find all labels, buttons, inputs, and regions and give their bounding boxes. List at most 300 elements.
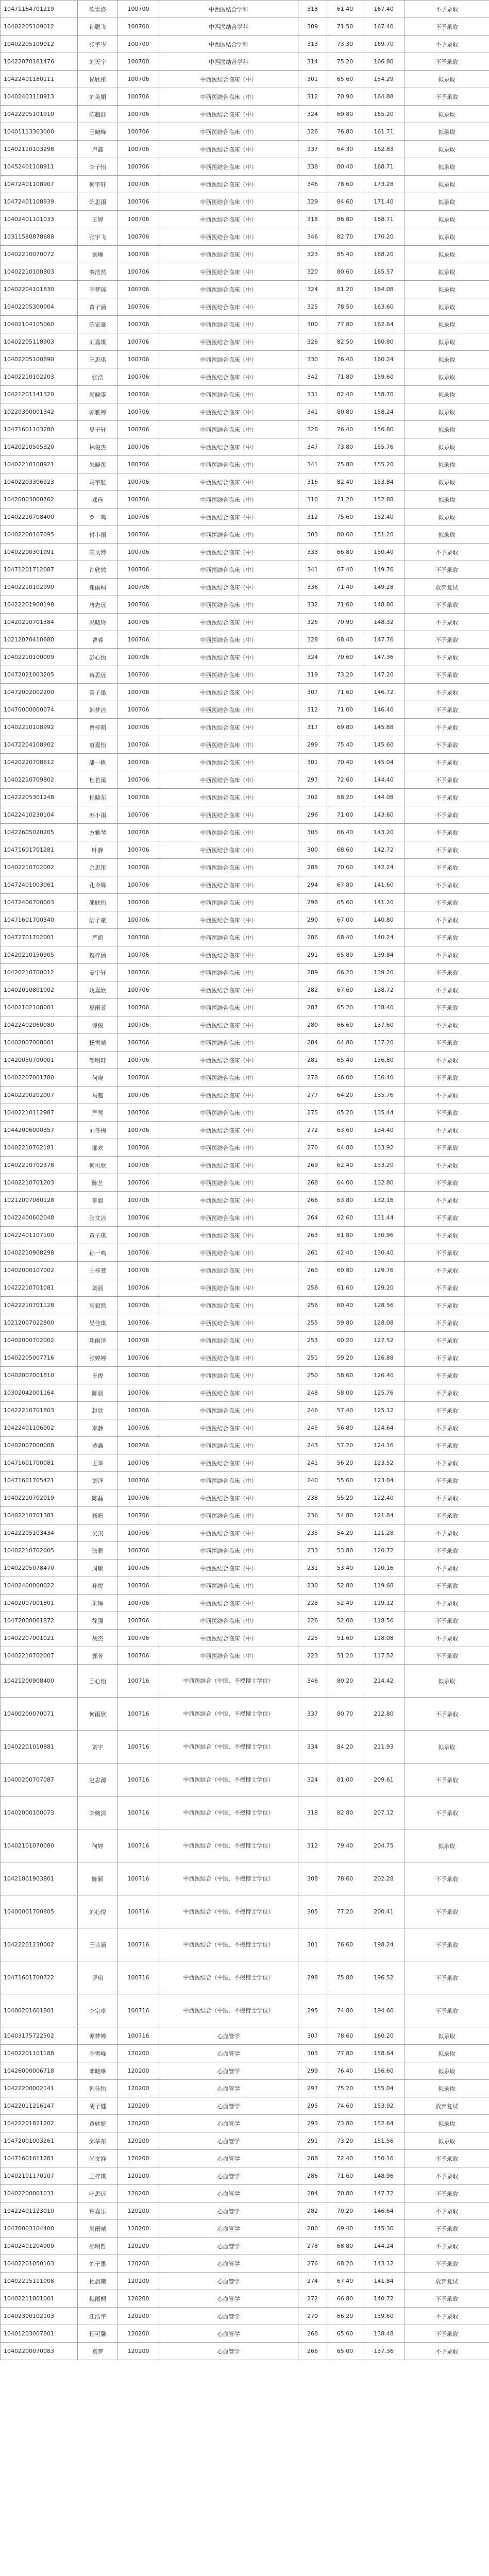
total-score: 124.16: [363, 1437, 404, 1454]
candidate-id: 10420220708612: [1, 754, 78, 771]
major-code: 100706: [118, 1630, 159, 1647]
major-name: 中西医结合临床（中）: [159, 1122, 298, 1139]
table-body-part-2: [1, 1665, 489, 2027]
major-code: 120200: [118, 2185, 159, 2202]
major-code: 100706: [118, 1314, 159, 1332]
interview-score: 68.20: [327, 789, 363, 806]
admission-status: 不予录取: [404, 18, 489, 36]
major-name: 中西医结合学科: [159, 36, 298, 53]
major-name: 中西医结合临床（中）: [159, 1367, 298, 1384]
major-code: 100706: [118, 684, 159, 701]
table-row: [1, 1297, 489, 1314]
major-code: 100716: [118, 1797, 159, 1829]
admission-status: 不予录取: [404, 1402, 489, 1419]
major-name: 中西医结合临床（中）: [159, 824, 298, 841]
major-code: 100706: [118, 1560, 159, 1577]
candidate-id: 10402200070083: [1, 2343, 78, 2360]
table-row: [1, 999, 489, 1016]
interview-score: 78.60: [327, 1862, 363, 1895]
total-score: 145.88: [363, 719, 404, 736]
candidate-id: 10422210701128: [1, 1297, 78, 1314]
candidate-name: 曾子墨: [78, 684, 118, 701]
major-name: 中西医结合临床（中）: [159, 88, 298, 106]
major-code: 100706: [118, 1087, 159, 1104]
total-score: 136.40: [363, 1069, 404, 1087]
major-code: 100716: [118, 1961, 159, 1994]
candidate-name: 周晓雯: [78, 386, 118, 403]
total-score: 125.12: [363, 1402, 404, 1419]
total-score: 148.32: [363, 614, 404, 631]
table-row: [1, 368, 489, 386]
exam-score: 277: [298, 1087, 327, 1104]
table-row: [1, 614, 489, 631]
table-row: [1, 929, 489, 946]
candidate-name: 王华: [78, 1454, 118, 1472]
interview-score: 69.80: [327, 719, 363, 736]
major-code: 100706: [118, 1384, 159, 1402]
exam-score: 233: [298, 1542, 327, 1560]
candidate-id: 10402203306923: [1, 473, 78, 491]
total-score: 137.20: [363, 1034, 404, 1052]
major-code: 100706: [118, 631, 159, 649]
table-row: [1, 193, 489, 211]
table-row: [1, 71, 489, 88]
total-score: 194.60: [363, 1994, 404, 2027]
interview-score: 62.40: [327, 1244, 363, 1262]
major-name: 中西医结合临床（中）: [159, 1209, 298, 1227]
interview-score: 53.80: [327, 1542, 363, 1560]
exam-score: 241: [298, 1454, 327, 1472]
major-name: 中西医结合临床（中）: [159, 1174, 298, 1192]
total-score: 118.56: [363, 1612, 404, 1630]
major-name: 中西医结合临床（中）: [159, 1577, 298, 1595]
total-score: 156.80: [363, 421, 404, 438]
interview-score: 70.60: [327, 649, 363, 666]
candidate-name: 袁嘉怡: [78, 736, 118, 754]
candidate-name: 张宇飞: [78, 228, 118, 246]
total-score: 120.16: [363, 1560, 404, 1577]
major-code: 100706: [118, 946, 159, 964]
major-name: 心血管学: [159, 2308, 298, 2325]
major-name: 中西医结合临床（中）: [159, 999, 298, 1016]
admission-status: 拟录取: [404, 351, 489, 368]
major-name: 中西医结合临床（中）: [159, 1437, 298, 1454]
table-row: [1, 2150, 489, 2167]
exam-score: 333: [298, 544, 327, 561]
major-name: 中西医结合临床（中）: [159, 1507, 298, 1524]
candidate-name: 蔡梓萌: [78, 719, 118, 736]
interview-score: 68.40: [327, 929, 363, 946]
admission-status: 不予录取: [404, 2238, 489, 2255]
table-row: [1, 2308, 489, 2325]
admission-status: 不予录取: [404, 614, 489, 631]
major-name: 中西医结合（中医、不授博士学位）: [159, 1698, 298, 1731]
table-row: [1, 981, 489, 999]
table-row: [1, 2325, 489, 2343]
table-row: [1, 106, 489, 123]
interview-score: 70.80: [327, 2185, 363, 2202]
major-name: 中西医结合临床（中）: [159, 701, 298, 719]
table-row: [1, 2202, 489, 2220]
interview-score: 58.60: [327, 1367, 363, 1384]
candidate-id: 10402401204909: [1, 2238, 78, 2255]
candidate-name: 陈思雨: [78, 193, 118, 211]
candidate-id: 10402210702002: [1, 859, 78, 876]
table-row: [1, 1507, 489, 1524]
table-row: [1, 2185, 489, 2202]
interview-score: 71.80: [327, 368, 363, 386]
total-score: 164.88: [363, 88, 404, 106]
exam-score: 341: [298, 456, 327, 473]
admission-status: 拟录取: [404, 2132, 489, 2150]
total-score: 196.52: [363, 1961, 404, 1994]
major-code: 100706: [118, 544, 159, 561]
table-row: [1, 1262, 489, 1279]
total-score: 167.40: [363, 1, 404, 18]
table-row: [1, 1402, 489, 1419]
interview-score: 68.60: [327, 841, 363, 859]
major-code: 100706: [118, 1016, 159, 1034]
admission-status: 拟录取: [404, 2080, 489, 2097]
candidate-id: 10402403118913: [1, 88, 78, 106]
interview-score: 74.60: [327, 2097, 363, 2115]
admission-status: 不予录取: [404, 36, 489, 53]
candidate-id: 10420210150905: [1, 946, 78, 964]
candidate-name: 张鹏: [78, 1542, 118, 1560]
major-name: 中西医结合学科: [159, 18, 298, 36]
interview-score: 75.40: [327, 736, 363, 754]
exam-score: 266: [298, 2343, 327, 2360]
candidate-id: 10402207001021: [1, 1630, 78, 1647]
candidate-name: 李婉清: [78, 1797, 118, 1829]
interview-score: 60.40: [327, 1297, 363, 1314]
major-name: 中西医结合（中医、不授博士学位）: [159, 1895, 298, 1928]
major-name: 中西医结合临床（中）: [159, 316, 298, 333]
interview-score: 66.20: [327, 2308, 363, 2325]
table-row: [1, 2167, 489, 2185]
candidate-name: 何雨欣: [78, 1698, 118, 1731]
major-name: 心血管学: [159, 2027, 298, 2045]
major-code: 120200: [118, 2325, 159, 2343]
candidate-id: 10402210112987: [1, 1104, 78, 1122]
major-name: 中西医结合临床（中）: [159, 1542, 298, 1560]
exam-score: 231: [298, 1560, 327, 1577]
major-name: 中西医结合临床（中）: [159, 1349, 298, 1367]
major-name: 中西医结合临床（中）: [159, 1227, 298, 1244]
total-score: 145.36: [363, 2220, 404, 2238]
exam-score: 305: [298, 824, 327, 841]
major-code: 100706: [118, 246, 159, 263]
interview-score: 52.00: [327, 1612, 363, 1630]
major-code: 100706: [118, 876, 159, 894]
candidate-id: 10400200707087: [1, 1764, 78, 1797]
admission-status: 不予录取: [404, 771, 489, 789]
exam-score: 258: [298, 1279, 327, 1297]
major-name: 中西医结合临床（中）: [159, 509, 298, 526]
exam-score: 245: [298, 1419, 327, 1437]
candidate-id: 10212007080128: [1, 1192, 78, 1209]
interview-score: 70.90: [327, 88, 363, 106]
interview-score: 53.40: [327, 1560, 363, 1577]
table-row: [1, 2045, 489, 2062]
exam-score: 243: [298, 1437, 327, 1454]
major-name: 心血管学: [159, 2202, 298, 2220]
table-row: [1, 1829, 489, 1862]
table-row: [1, 1104, 489, 1122]
major-name: 中西医结合临床（中）: [159, 141, 298, 158]
total-score: 125.76: [363, 1384, 404, 1402]
admission-status: 不予录取: [404, 929, 489, 946]
exam-score: 341: [298, 403, 327, 421]
candidate-name: 胡杰: [78, 1630, 118, 1647]
table-row: [1, 1384, 489, 1402]
exam-score: 301: [298, 1928, 327, 1961]
exam-score: 230: [298, 1577, 327, 1595]
candidate-name: 袁梦: [78, 2343, 118, 2360]
interview-score: 62.40: [327, 1157, 363, 1174]
major-name: 中西医结合临床（中）: [159, 754, 298, 771]
candidate-id: 10420003000762: [1, 491, 78, 509]
candidate-name: 唐志远: [78, 596, 118, 614]
candidate-id: 10402400000022: [1, 1577, 78, 1595]
total-score: 138.48: [363, 2325, 404, 2343]
major-name: 中西医结合临床（中）: [159, 473, 298, 491]
major-name: 心血管学: [159, 2238, 298, 2255]
admission-status: 不予录取: [404, 2343, 489, 2360]
candidate-id: 10401113303000: [1, 123, 78, 141]
interview-score: 77.80: [327, 316, 363, 333]
total-score: 131.44: [363, 1209, 404, 1227]
table-row: [1, 491, 489, 509]
total-score: 171.40: [363, 193, 404, 211]
admission-status: 拟录取: [404, 193, 489, 211]
candidate-id: 10471164701219: [1, 1, 78, 18]
interview-score: 79.40: [327, 1829, 363, 1862]
major-code: 120200: [118, 2273, 159, 2290]
candidate-id: 10402210701381: [1, 1507, 78, 1524]
interview-score: 65.60: [327, 71, 363, 88]
table-row: [1, 544, 489, 561]
exam-score: 294: [298, 876, 327, 894]
exam-score: 261: [298, 1244, 327, 1262]
interview-score: 61.60: [327, 1279, 363, 1297]
exam-score: 297: [298, 2080, 327, 2097]
table-row: [1, 946, 489, 964]
table-row: [1, 1367, 489, 1384]
major-name: 心血管学: [159, 2220, 298, 2238]
admission-status: 不予录取: [404, 789, 489, 806]
candidate-id: 10422201900198: [1, 596, 78, 614]
total-score: 145.60: [363, 736, 404, 754]
candidate-name: 程晓东: [78, 789, 118, 806]
total-score: 149.28: [363, 579, 404, 596]
admission-status: 不予录取: [404, 1595, 489, 1612]
total-score: 167.40: [363, 18, 404, 36]
candidate-name: 邵明哲: [78, 2238, 118, 2255]
candidate-id: 10472701702001: [1, 929, 78, 946]
candidate-id: 10402210108992: [1, 719, 78, 736]
candidate-id: 10402205109012: [1, 36, 78, 53]
candidate-name: 秦浩然: [78, 263, 118, 281]
exam-score: 278: [298, 2238, 327, 2255]
table-row: [1, 53, 489, 71]
admission-status: 放弃复试: [404, 2097, 489, 2115]
candidate-id: 10402204101830: [1, 281, 78, 298]
total-score: 152.88: [363, 491, 404, 509]
exam-score: 341: [298, 561, 327, 579]
table-row: [1, 1349, 489, 1367]
interview-score: 63.60: [327, 1122, 363, 1139]
candidate-name: 周雨晴: [78, 2220, 118, 2238]
admission-status: 拟录取: [404, 509, 489, 526]
admission-status: 不予录取: [404, 1349, 489, 1367]
table-row: [1, 666, 489, 684]
exam-score: 312: [298, 88, 327, 106]
admission-status: 不予录取: [404, 1384, 489, 1402]
table-row: [1, 1034, 489, 1052]
exam-score: 288: [298, 2150, 327, 2167]
exam-score: 312: [298, 1829, 327, 1862]
admission-status: 不予录取: [404, 1507, 489, 1524]
total-score: 144.24: [363, 2238, 404, 2255]
table-row: [1, 1731, 489, 1764]
major-code: 100716: [118, 1731, 159, 1764]
candidate-id: 10402007001801: [1, 1595, 78, 1612]
admission-status: 不予录取: [404, 1895, 489, 1928]
table-row: [1, 2115, 489, 2132]
total-score: 158.70: [363, 386, 404, 403]
interview-score: 64.80: [327, 1139, 363, 1157]
interview-score: 65.00: [327, 2343, 363, 2360]
interview-score: 67.40: [327, 561, 363, 579]
major-name: 心血管学: [159, 2185, 298, 2202]
major-name: 中西医结合临床（中）: [159, 544, 298, 561]
admission-status: 放弃复试: [404, 579, 489, 596]
admission-status: 拟录取: [404, 421, 489, 438]
total-score: 146.72: [363, 684, 404, 701]
major-code: 100706: [118, 911, 159, 929]
table-row: [1, 1595, 489, 1612]
interview-score: 64.20: [327, 1087, 363, 1104]
candidate-id: 10422201821202: [1, 2115, 78, 2132]
exam-score: 281: [298, 1052, 327, 1069]
interview-score: 80.40: [327, 158, 363, 176]
interview-score: 75.60: [327, 509, 363, 526]
exam-score: 280: [298, 2220, 327, 2238]
total-score: 120.72: [363, 1542, 404, 1560]
table-row: [1, 1577, 489, 1595]
total-score: 200.41: [363, 1895, 404, 1928]
admission-status: 拟录取: [404, 1829, 489, 1862]
exam-score: 302: [298, 789, 327, 806]
interview-score: 66.80: [327, 544, 363, 561]
interview-score: 74.80: [327, 1994, 363, 2027]
interview-score: 56.80: [327, 1419, 363, 1437]
major-code: 100706: [118, 999, 159, 1016]
candidate-name: 方雅琴: [78, 824, 118, 841]
admission-status: 不予录取: [404, 1016, 489, 1034]
table-row: [1, 438, 489, 456]
exam-score: 332: [298, 596, 327, 614]
interview-score: 73.30: [327, 36, 363, 53]
major-code: 100716: [118, 1928, 159, 1961]
candidate-name: 刘宇: [78, 1731, 118, 1764]
exam-score: 346: [298, 228, 327, 246]
candidate-name: 王诗涵: [78, 1928, 118, 1961]
total-score: 148.80: [363, 596, 404, 614]
interview-score: 61.40: [327, 1, 363, 18]
admission-status: 不予录取: [404, 1, 489, 18]
exam-score: 291: [298, 946, 327, 964]
exam-score: 226: [298, 1612, 327, 1630]
major-name: 中西医结合临床（中）: [159, 1069, 298, 1087]
total-score: 140.72: [363, 2290, 404, 2308]
table-row: [1, 473, 489, 491]
candidate-id: 10402210108921: [1, 456, 78, 473]
interview-score: 70.40: [327, 754, 363, 771]
candidate-name: 姜宇轩: [78, 964, 118, 981]
admission-status: 不予录取: [404, 1489, 489, 1507]
exam-score: 300: [298, 841, 327, 859]
total-score: 152.40: [363, 509, 404, 526]
exam-score: 280: [298, 1016, 327, 1034]
exam-score: 297: [298, 771, 327, 789]
major-code: 100716: [118, 1994, 159, 2027]
major-name: 中西医结合临床（中）: [159, 368, 298, 386]
interview-score: 76.80: [327, 123, 363, 141]
candidate-id: 10471601103280: [1, 421, 78, 438]
major-code: 100706: [118, 1367, 159, 1384]
admission-status: 拟录取: [404, 106, 489, 123]
table-row: [1, 1862, 489, 1895]
candidate-id: 10470000000074: [1, 701, 78, 719]
major-code: 100706: [118, 614, 159, 631]
admission-status: 不予录取: [404, 1698, 489, 1731]
exam-score: 296: [298, 806, 327, 824]
admission-status: 拟录取: [404, 403, 489, 421]
candidate-name: 朱琳: [78, 1595, 118, 1612]
candidate-id: 10420210505320: [1, 438, 78, 456]
exam-score: 255: [298, 1314, 327, 1332]
candidate-name: 王婷: [78, 211, 118, 228]
major-code: 100706: [118, 666, 159, 684]
interview-score: 82.80: [327, 1797, 363, 1829]
table-body-part-3: [1, 2027, 489, 2360]
total-score: 204.75: [363, 1829, 404, 1862]
major-name: 中西医结合临床（中）: [159, 1139, 298, 1157]
major-name: 中西医结合临床（中）: [159, 106, 298, 123]
table-row: [1, 2132, 489, 2150]
candidate-name: 刘晨: [78, 1279, 118, 1297]
candidate-id: 10402000100073: [1, 1797, 78, 1829]
admission-status: 不予录取: [404, 1192, 489, 1209]
major-code: 100706: [118, 824, 159, 841]
exam-score: 318: [298, 1, 327, 18]
table-row: [1, 281, 489, 298]
exam-score: 337: [298, 1698, 327, 1731]
total-score: 162.83: [363, 141, 404, 158]
candidate-name: 王梓琪: [78, 2167, 118, 2185]
admission-status: 不予录取: [404, 596, 489, 614]
major-name: 中西医结合临床（中）: [159, 1630, 298, 1647]
candidate-id: 10402205007716: [1, 1349, 78, 1367]
exam-score: 310: [298, 491, 327, 509]
admission-status: 不予录取: [404, 1612, 489, 1630]
interview-score: 54.20: [327, 1524, 363, 1542]
major-code: 100706: [118, 1524, 159, 1542]
major-name: 中西医结合临床（中）: [159, 1419, 298, 1437]
interview-score: 75.20: [327, 53, 363, 71]
